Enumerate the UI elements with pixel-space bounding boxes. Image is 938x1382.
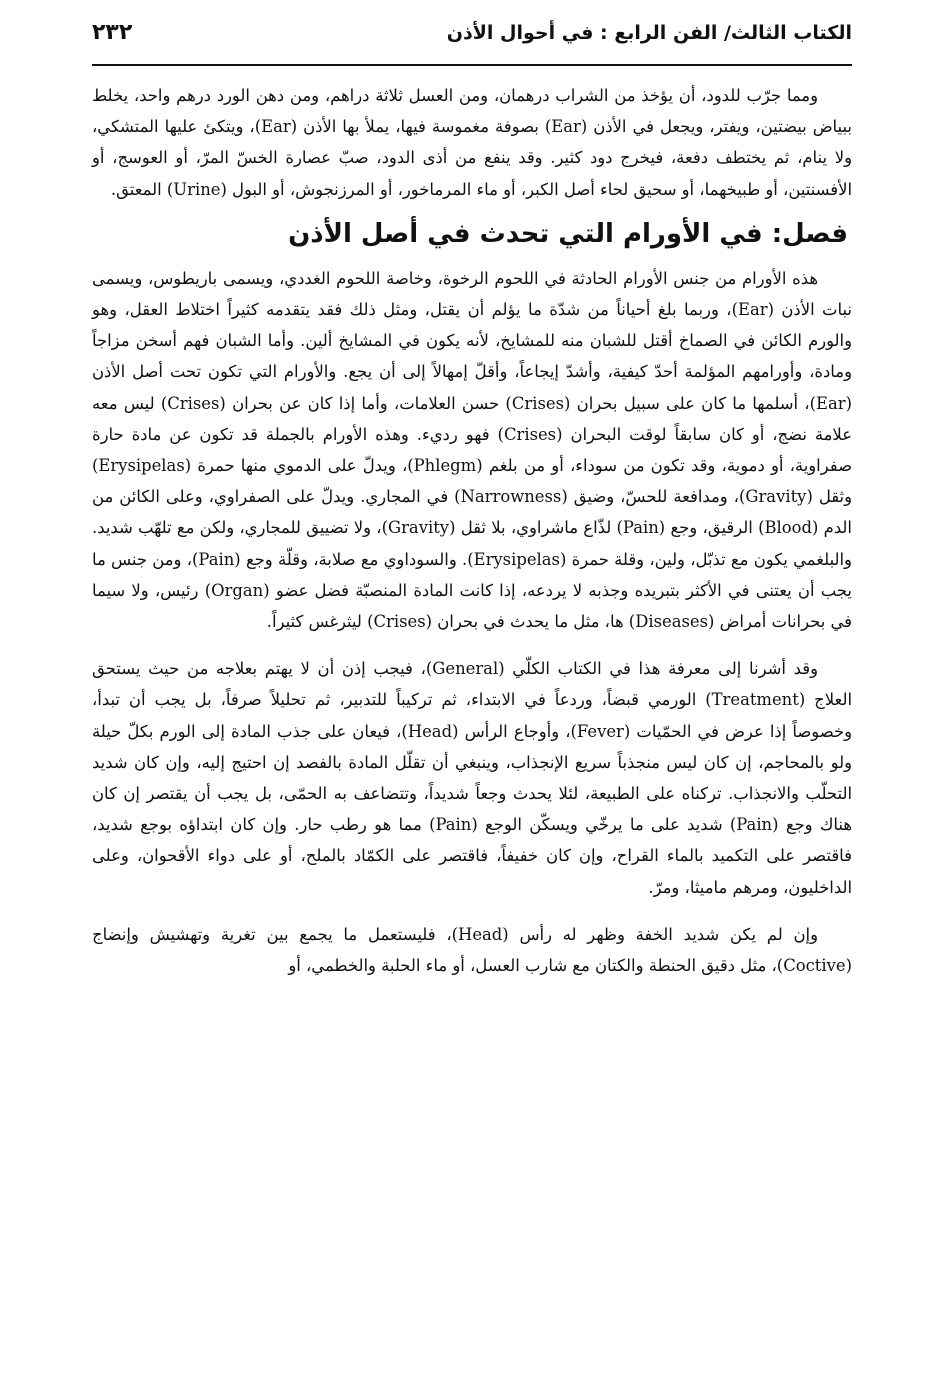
paragraph-continuation: وإن لم يكن شديد الخفة وظهر له رأس (Head)، فليستعمل ما يجمع بين تغرية وتهشيش وإنضاج (Coctive)، مثل دقيق الحنطة والكتان مع شارب العسل، أو ماء الحلبة والخطمي، أو bbox=[92, 924, 852, 976]
paragraph-treatment: وقد أشرنا إلى معرفة هذا في الكتاب الكلّي (General)، فيجب إذن أن لا يهتم بعلاجه من حيث يستحق العلاج (Treatment) الورمي قبضاً، وردعاً في الابتداء، ثم تركيباً للتدبير، ثم تحليلاً صرفاً، بل يجب أن تبدأ، وخصوصاً إذا عرض في الحمّيات (Fever)، وأوجاع الرأس (Head)، فيعان على جذب المادة إلى الورم بكلّ حيلة ولو بالمحاجم، إن كان ليس منجذباً سريع الإنجذاب، وينبغي أن تقلّل المادة بالفصد إن احتيج إليه، وإن كان شديد التحلّب والانجذاب. تركناه على الطبيعة، لئلا يحدث وجعاً شديداً، وتتضاعف به الحمّى، بل يجب أن يقتصر إن كان هناك وجع (Pain) شديد على ما يرخّي ويسكّن الوجع (Pain) مما هو رطب حار. وإن كان ابتداؤه بوجع شديد، فاقتصر على التكميد بالماء القراح، وإن كان خفيفاً، فاقتصر على الكمّاد بالملح، أو على دواء الأقحوان، وعلى الداخليون، ومرهم ماميثا، ومرّ. bbox=[92, 659, 852, 897]
running-title: الكتاب الثالث/ الفن الرابع : في أحوال الأذن bbox=[446, 22, 852, 44]
section-heading: فصل: في الأورام التي تحدث في أصل الأذن bbox=[288, 218, 848, 249]
paragraph-swellings: هذه الأورام من جنس الأورام الحادثة في اللحوم الرخوة، وخاصة اللحوم الغددي، ويسمى باريطوس، ويسمى نبات الأذن (Ear)، وربما بلغ أحياناً من شدّة ما يؤلم أن يقتل، ومثل ذلك فقد يتقدمه كثيراً اختلاط العقل، وهو والورم الكائن في الصماخ أقتل للشبان منه للمشايخ، لأنه يكون في المشايخ ألين. وأما الشبان فهم أسخن مزاجاً ومادة، وأورامهم المؤلمة أحدّ كيفية، وأشدّ إيجاعاً، وأقلّ إمهالاً إلى أن يجع. والأورام التي تكون تحت أصل الأذن (Ear)، أسلمها ما كان على سبيل بحران (Crises) حسن العلامات، وأما إذا كان عن بحران (Crises) ليس معه علامة نضج، أو كان سابقاً لوقت البحران (Crises) فهو رديء. وهذه الأورام بالجملة قد تكون عن مادة حارة صفراوية، أو دموية، وقد تكون من سوداء، أو من بلغم (Phlegm)، ويدلّ على الدموي منها حمرة (Erysipelas) وثقل (Gravity)، ومدافعة للحسّ، وضيق (Narrowness) في المجاري. ويدلّ على الصفراوي، وعلى الكائن من الدم (Blood) الرقيق، وجع (Pain) لذّاع ماشراوي، بلا ثقل (Gravity)، ولا تضييق للمجاري، ولكن مع تلهّب شديد. والبلغمي يكون مع تذبّل، ولين، وقلة حمرة (Erysipelas). والسوداوي مع صلابة، وقلّة وجع (Pain)، ومن جنس ما يجب أن يعتنى في الأكثر بتبريده وجذبه لا يردعه، إذا كانت المادة المنصبّة فضل عضو (Organ) رئيس، ولا سيما في بحرانات أمراض (Diseases) ها، مثل ما يحدث في بحران (Crises) ليثرغس كثيراً. bbox=[92, 268, 853, 632]
paragraph-worm-remedy: ومما جرّب للدود، أن يؤخذ من الشراب درهمان، ومن العسل ثلاثة دراهم، ومن دهن الورد درهم واحد، يخلط ببياض بيضتين، ويفتر، ويجعل في الأذن (Ear) بصوفة مغموسة فيها، يملأ بها الأذن (Ear)، ويتكئ عليها المتشكي، ولا ينام، ثم يختطف دفعة، فيخرج دود كثير. وقد ينفع من أذى الدود، صبّ عصارة الخسّ المرّ، أو العوسج، أو الأفسنتين، أو طبيخهما، أو سحيق لحاء أصل الكبر، أو ماء المرماخور، أو المرزنجوش، أو البول (Urine) المعتق. bbox=[92, 86, 852, 199]
page-body bbox=[92, 80, 852, 997]
page-header bbox=[92, 14, 852, 54]
header-rule bbox=[92, 64, 852, 66]
page-number: ٢٣٢ bbox=[92, 20, 133, 45]
